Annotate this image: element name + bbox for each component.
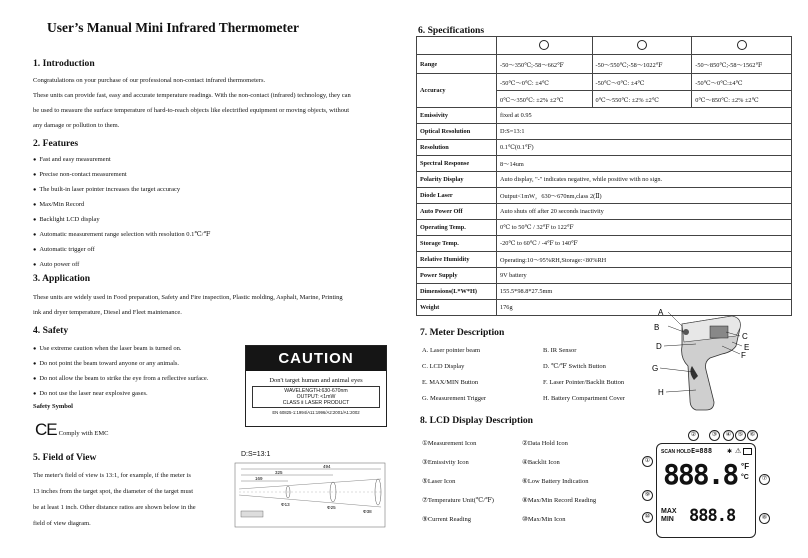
callout-2: ② — [688, 430, 699, 441]
list-item — [422, 343, 625, 359]
lcd-item-10: ⑩Max/Min Icon — [522, 516, 566, 523]
spec-value: 155.5*98.8*27.5mm — [497, 284, 792, 300]
lcd-item-6: ⑥Low Battery Indication — [522, 478, 589, 485]
safety-list — [33, 341, 208, 401]
model-2-circle-icon — [637, 40, 647, 50]
table-row — [417, 268, 792, 284]
spec-value: 0.1℃(0.1℉) — [497, 140, 792, 156]
safety-heading: 4. Safety — [33, 325, 69, 336]
table-row — [417, 236, 792, 252]
list-item: ● Precise non-contact measurement — [33, 167, 210, 182]
caution-output: OUTPUT: <1mW — [296, 394, 336, 400]
label-h: H — [658, 388, 664, 397]
main-reading: 888.8 — [663, 458, 738, 491]
table-row — [417, 37, 792, 55]
table-row — [417, 172, 792, 188]
specifications-heading: 6. Specifications — [418, 25, 485, 36]
list-item — [422, 391, 625, 407]
left-column — [33, 0, 393, 558]
list-item: ● Automatic measurement range selection with resolution 0.1℃/℉ — [33, 227, 210, 242]
lcd-item-1: ①Measurement Icon — [422, 440, 477, 447]
callout-6: ⑥ — [747, 430, 758, 441]
table-row — [417, 156, 792, 172]
spec-label: Accuracy — [417, 74, 497, 108]
spec-value: Output<1mW，630～670nm,class 2(Ⅱ) — [497, 188, 792, 204]
spec-label: Storage Temp. — [417, 236, 497, 252]
spec-value: Auto shuts off after 20 seconds inactivity — [497, 204, 792, 220]
fov-spot-label-25: Φ25 — [327, 505, 336, 510]
callout-line-a — [668, 312, 682, 326]
part-b: B. IR Sensor — [543, 347, 577, 354]
spec-label: Auto Power Off — [417, 204, 497, 220]
model-3-circle-icon — [737, 40, 747, 50]
table-row — [417, 108, 792, 124]
application-line-1: These units are widely used in Food preparation, Safety and Fire inspection, Plastic molding, Asphalt, Marine, Printing — [33, 294, 343, 301]
callout-3: ③ — [709, 430, 720, 441]
spec-value: 0℃ to 50℃ / 32℉ to 122℉ — [497, 220, 792, 236]
label-a: A — [658, 308, 664, 317]
lcd-item-4: ④Backlit Icon — [522, 459, 560, 466]
spec-value: -50℃～0℃: ±4℃ — [497, 74, 593, 91]
list-item — [422, 434, 596, 453]
spec-value: Auto display, "-" indicates negative, while positive with no sign. — [497, 172, 792, 188]
specifications-table — [416, 36, 792, 316]
spec-value: -50～350℃;-58～662℉ — [497, 55, 593, 74]
spec-value: 0℃～550℃: ±2% ±2℃ — [592, 91, 692, 108]
part-c: C. LCD Display — [422, 363, 465, 370]
spec-label: Polarity Display — [417, 172, 497, 188]
list-item: ● The built-in laser pointer increases the target accuracy — [33, 182, 210, 197]
unit-c: °C — [741, 474, 749, 481]
lcd-item-3: ③Emissivity Icon — [422, 459, 469, 466]
fov-line-4: field of view diagram. — [33, 520, 91, 527]
spec-value: 0℃～350℃: ±2% ±2℃ — [497, 91, 593, 108]
min-label: MIN — [661, 516, 674, 523]
table-cell-empty — [417, 37, 497, 55]
spec-label: Weight — [417, 300, 497, 316]
intro-line-2: These units can provide fast, easy and accurate temperature readings. With the non-contact (infrared) technology, they can — [33, 92, 351, 99]
spec-value: 176g — [497, 300, 792, 316]
part-f: F. Laser Pointer/Backlit Button — [543, 379, 625, 386]
lcd-display-heading: 8. LCD Display Description — [420, 415, 533, 426]
intro-line-4: any damage or pollution to them. — [33, 122, 120, 129]
list-item — [422, 472, 596, 491]
list-item: ● Do not point the beam toward anyone or any animals. — [33, 356, 208, 371]
emissivity-value: E=888 — [691, 447, 713, 455]
model-1-circle-icon — [539, 40, 549, 50]
label-b: B — [654, 323, 660, 332]
fov-dist-325: 325 — [275, 470, 283, 475]
spec-label: Dimensions(L*W*H) — [417, 284, 497, 300]
spec-label: Emissivity — [417, 108, 497, 124]
spec-label: Operating Temp. — [417, 220, 497, 236]
unit-f: °F — [741, 462, 750, 471]
list-item: ● Do not allow the beam to strike the eye from a reflective surface. — [33, 371, 208, 386]
application-line-2: ink and dryer temperature, Diesel and Fleet maintenance. — [33, 309, 182, 316]
list-item — [422, 491, 596, 510]
ce-text: Comply with EMC — [58, 430, 109, 437]
lcd-icons-list — [422, 434, 596, 529]
backlit-icon: ✱ — [727, 449, 733, 455]
field-of-view-heading: 5. Field of View — [33, 452, 97, 463]
caution-label — [245, 345, 387, 427]
callout-1: ① — [642, 456, 653, 467]
part-h: H. Battery Compartment Cover — [543, 395, 625, 402]
callout-line-b — [668, 326, 684, 332]
table-row — [417, 204, 792, 220]
fov-frame — [235, 463, 385, 527]
ce-logo-icon: CE — [35, 420, 57, 439]
thermometer-illustration — [652, 306, 752, 416]
callout-7: ⑦ — [759, 474, 770, 485]
caution-wavelength: WAVELENGTH:630-670nm — [284, 388, 348, 394]
sub-reading: 888.8 — [689, 506, 736, 526]
spec-value: -50℃～0℃: ±4℃ — [592, 74, 692, 91]
label-g: G — [652, 364, 659, 373]
spec-value: -50～850℃;-58～1562℉ — [692, 55, 792, 74]
spec-value: 8～14um — [497, 156, 792, 172]
fov-diagram — [233, 461, 389, 531]
part-d: D. ℃/℉ Switch Button — [543, 363, 606, 370]
ce-mark — [35, 420, 108, 440]
spec-label: Relative Humidity — [417, 252, 497, 268]
fov-line-2: 13 inches from the target spot, the diameter of the target must — [33, 488, 194, 495]
table-cell — [592, 37, 692, 55]
table-row — [417, 74, 792, 91]
meter-description-heading: 7. Meter Description — [420, 327, 505, 338]
part-e: E. MAX/MIN Button — [422, 379, 479, 386]
list-item — [422, 375, 625, 391]
list-item — [422, 359, 625, 375]
spec-value: 0℃～850℃: ±2% ±2℃ — [692, 91, 792, 108]
lcd-item-2: ②Data Hold Icon — [522, 440, 568, 447]
spec-label: Diode Laser — [417, 188, 497, 204]
features-heading: 2. Features — [33, 138, 79, 149]
lcd-item-7: ⑦Temperature Unit(℃/℉) — [422, 497, 494, 504]
caution-laser-box — [252, 386, 380, 408]
list-item: ● Max/Min Record — [33, 197, 210, 212]
spec-label: Spectral Response — [417, 156, 497, 172]
fov-ratio-label: D:S=13:1 — [241, 451, 271, 458]
part-a: A. Laser pointer beam — [422, 347, 481, 354]
table-row — [417, 140, 792, 156]
label-f: F — [741, 351, 746, 360]
part-g: G. Measurement Trigger — [422, 395, 487, 402]
table-cell — [497, 37, 593, 55]
lcd-screen-icon — [710, 326, 728, 338]
lcd-item-8: ⑧Max/Min Record Reading — [522, 497, 597, 504]
lcd-item-5: ⑤Laser Icon — [422, 478, 456, 485]
callout-9: ⑨ — [642, 490, 653, 501]
features-list — [33, 152, 210, 272]
spec-value: fixed at 0.95 — [497, 108, 792, 124]
right-column — [418, 0, 800, 558]
spec-value: 9V battery — [497, 268, 792, 284]
safety-symbol-label: Safety Symbol — [33, 403, 73, 410]
max-label: MAX — [661, 508, 677, 515]
callout-4: ④ — [723, 430, 734, 441]
caution-class: CLASS Ⅱ LASER PRODUCT — [282, 400, 350, 406]
table-row — [417, 220, 792, 236]
callout-10: ⑩ — [642, 512, 653, 523]
introduction-heading: 1. Introduction — [33, 58, 95, 69]
table-row — [417, 284, 792, 300]
list-item — [422, 510, 596, 529]
lcd-display-diagram — [656, 443, 756, 538]
meter-parts-list — [422, 343, 625, 407]
label-d: D — [656, 342, 662, 351]
spec-value: D:S=13:1 — [497, 124, 792, 140]
page-title: User’s Manual Mini Infrared Thermometer — [47, 20, 299, 35]
fov-spot-label-13: Φ13 — [281, 502, 290, 507]
laser-icon: ⚠ — [735, 447, 742, 455]
battery-icon — [743, 448, 752, 455]
fov-line-1: The meter's field of view is 13:1, for example, if the meter is — [33, 472, 191, 479]
spec-label: Resolution — [417, 140, 497, 156]
caution-warning: Don't target human and animal eyes — [269, 377, 363, 384]
fov-spot-label-38: Φ38 — [363, 509, 372, 514]
fov-dist-494: 494 — [323, 464, 331, 469]
table-row — [417, 124, 792, 140]
spec-label: Power Supply — [417, 268, 497, 284]
list-item — [422, 453, 596, 472]
list-item: ● Backlight LCD display — [33, 212, 210, 227]
fov-line-3: be at least 1 inch. Other distance ratios are shown below in the — [33, 504, 196, 511]
lcd-item-9: ⑨Current Reading — [422, 516, 471, 523]
spec-label: Optical Resolution — [417, 124, 497, 140]
spec-value: -20℃ to 60℃ / -4℉ to 140℉ — [497, 236, 792, 252]
fov-cone-bottom — [239, 495, 381, 507]
spec-value: -50℃～0℃:±4℃ — [692, 74, 792, 91]
list-item: ● Use extreme caution when the laser beam is turned on. — [33, 341, 208, 356]
fov-dist-169: 169 — [255, 476, 263, 481]
scan-hold-text: SCAN HOLD — [661, 449, 691, 455]
list-item: ● Do not use the laser near explosive gases. — [33, 386, 208, 401]
table-row — [417, 252, 792, 268]
intro-line-3: be used to measure the surface temperature of hard-to-reach objects like electrified equipment or moving objects, without — [33, 107, 350, 114]
callout-5: ⑤ — [735, 430, 746, 441]
spec-value: -50～550℃;-58～1022℉ — [592, 55, 692, 74]
label-e: E — [744, 343, 750, 352]
caution-title: CAUTION — [246, 346, 386, 371]
spec-value: Operating:10～95%RH,Storage:<80%RH — [497, 252, 792, 268]
caution-standard: EN 60825-1:1994/A11:1996/A2:2001/A1:2002 — [272, 410, 360, 415]
list-item: ● Fast and easy measurement — [33, 152, 210, 167]
intro-line-1: Congratulations on your purchase of our professional non-contact infrared thermometers. — [33, 77, 266, 84]
callout-8: ⑧ — [759, 513, 770, 524]
spec-label: Range — [417, 55, 497, 74]
list-item: ● Auto power off — [33, 257, 210, 272]
table-cell — [692, 37, 792, 55]
fov-meter-shape — [241, 511, 263, 517]
list-item: ● Automatic trigger off — [33, 242, 210, 257]
table-row — [417, 188, 792, 204]
table-row — [417, 55, 792, 74]
label-c: C — [742, 332, 748, 341]
application-heading: 3. Application — [33, 273, 91, 284]
max-min-icon — [661, 508, 677, 524]
